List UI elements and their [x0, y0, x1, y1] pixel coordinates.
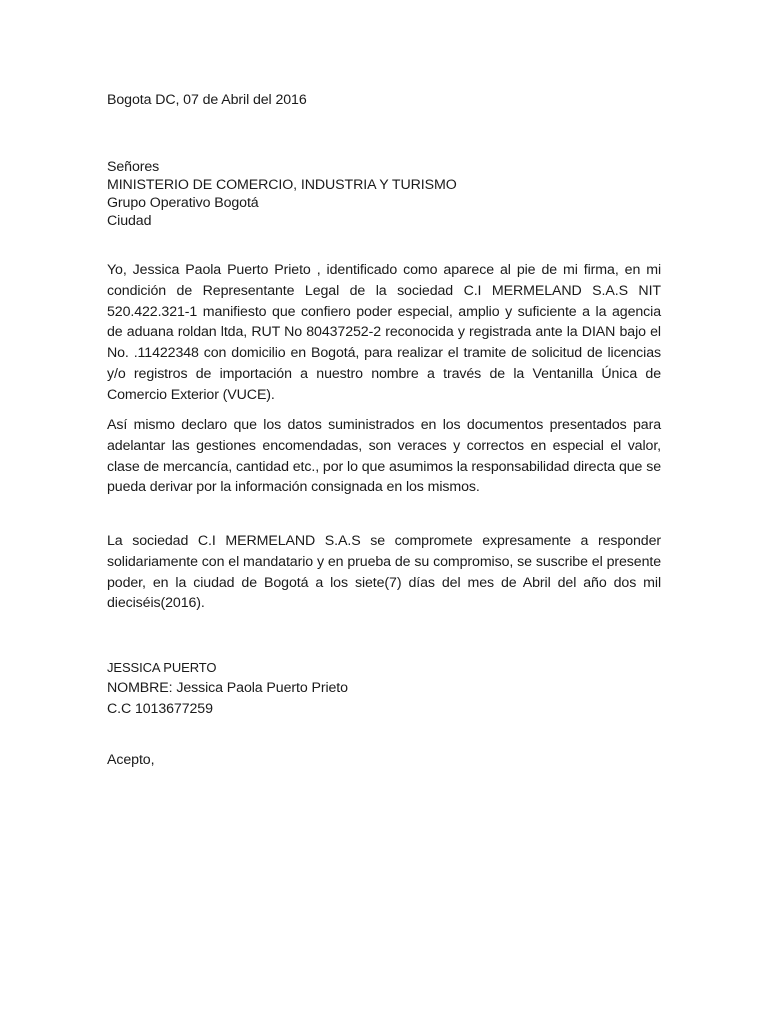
recipient-organization: MINISTERIO DE COMERCIO, INDUSTRIA Y TURISMO: [107, 177, 457, 193]
signature-id-line: C.C 1013677259: [107, 701, 213, 717]
closing-text: Acepto,: [107, 752, 155, 768]
date-line: Bogota DC, 07 de Abril del 2016: [107, 92, 307, 108]
signature-name-line: NOMBRE: Jessica Paola Puerto Prieto: [107, 680, 348, 696]
recipient-salutation: Señores: [107, 159, 160, 175]
signature-signer: JESSICA PUERTO: [107, 660, 217, 675]
body-paragraph-3: La sociedad C.I MERMELAND S.A.S se compromete expresamente a responder solidariamente con el mandatario y en prueba de su compromiso, se suscribe el presente poder, en la ciudad de Bogotá a los siete(7) días del mes de Abril del año dos mil dieciséis(2016).: [107, 533, 661, 612]
body-paragraph-1: Yo, Jessica Paola Puerto Prieto , identificado como aparece al pie de mi firma, en mi condición de Representante Legal de la sociedad C.I MERMELAND S.A.S NIT 520.422.321-1 manifiesto que confiero poder especial, amplio y suficiente a la agencia de aduana roldan ltda, RUT No 80437252-2 reconocida y registrada ante la DIAN bajo el No. .11422348 con domicilio en Bogotá, para realizar el tramite de solicitud de licencias y/o registros de importación a nuestro nombre a través de la Ventanilla Única de Comercio Exterior (VUCE).: [107, 262, 661, 403]
recipient-group: Grupo Operativo Bogotá: [107, 195, 259, 211]
recipient-city: Ciudad: [107, 213, 152, 229]
body-paragraph-2: Así mismo declaro que los datos suministrados en los documentos presentados para adelantar las gestiones encomendadas, son veraces y correctos en especial el valor, clase de mercancía, cantidad etc., por lo que asumimos la responsabilidad directa que se pueda derivar por la información consignada en los mismos.: [107, 417, 661, 496]
